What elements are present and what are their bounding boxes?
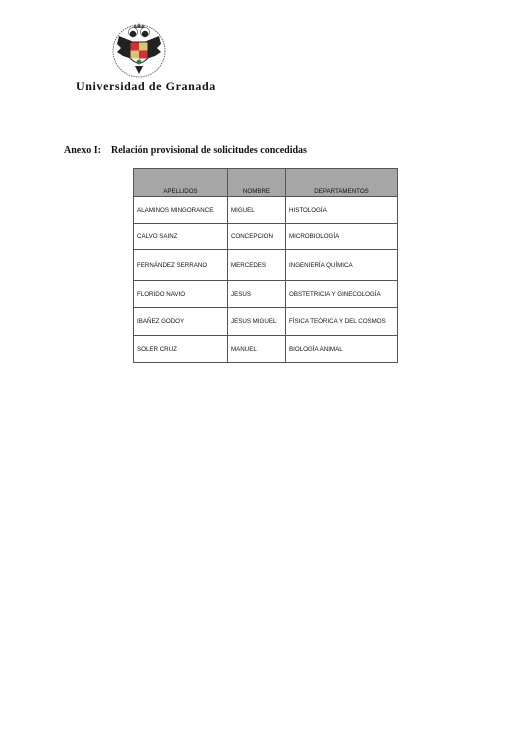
cell-departamento: BIOLOGÍA ANIMAL: [286, 336, 398, 363]
cell-nombre: MANUEL: [228, 336, 286, 363]
university-crest-logo: [111, 22, 167, 78]
cell-nombre: JESUS MIGUEL: [228, 308, 286, 336]
annex-title-text: Relación provisional de solicitudes concedidas: [111, 145, 307, 156]
table-row: [134, 250, 398, 281]
column-header-departamentos: DEPARTAMENTOS: [286, 169, 398, 197]
table-row: [134, 336, 398, 363]
university-name: Universidad de Granada: [76, 79, 216, 93]
column-header-apellidos: APELLIDOS: [134, 169, 228, 197]
table-row: [134, 224, 398, 250]
annex-number: Anexo I:: [64, 145, 101, 156]
table-row: [134, 281, 398, 308]
cell-nombre: JESUS: [228, 281, 286, 308]
column-header-nombre: NOMBRE: [228, 169, 286, 197]
cell-apellidos: IBAÑEZ GODOY: [134, 308, 228, 336]
annex-heading: [64, 145, 307, 156]
table-row: [134, 308, 398, 336]
cell-departamento: INGENIERÍA QUÍMICA: [286, 250, 398, 281]
cell-apellidos: FERNÁNDEZ SERRANO: [134, 250, 228, 281]
cell-departamento: MICROBIOLOGÍA: [286, 224, 398, 250]
cell-departamento: HISTOLOGÍA: [286, 197, 398, 224]
table-header-row: [134, 169, 398, 197]
cell-apellidos: ALAMINOS MINGORANCE: [134, 197, 228, 224]
granted-applications-table: [133, 168, 398, 363]
cell-apellidos: SOLER CRUZ: [134, 336, 228, 363]
table-row: [134, 197, 398, 224]
cell-nombre: CONCEPCION: [228, 224, 286, 250]
cell-nombre: MIGUEL: [228, 197, 286, 224]
cell-nombre: MERCEDES: [228, 250, 286, 281]
cell-apellidos: FLORIDO NAVIO: [134, 281, 228, 308]
cell-departamento: OBSTETRICIA Y GINECOLOGÍA: [286, 281, 398, 308]
cell-departamento: FÍSICA TEÓRICA Y DEL COSMOS: [286, 308, 398, 336]
cell-apellidos: CALVO SAINZ: [134, 224, 228, 250]
